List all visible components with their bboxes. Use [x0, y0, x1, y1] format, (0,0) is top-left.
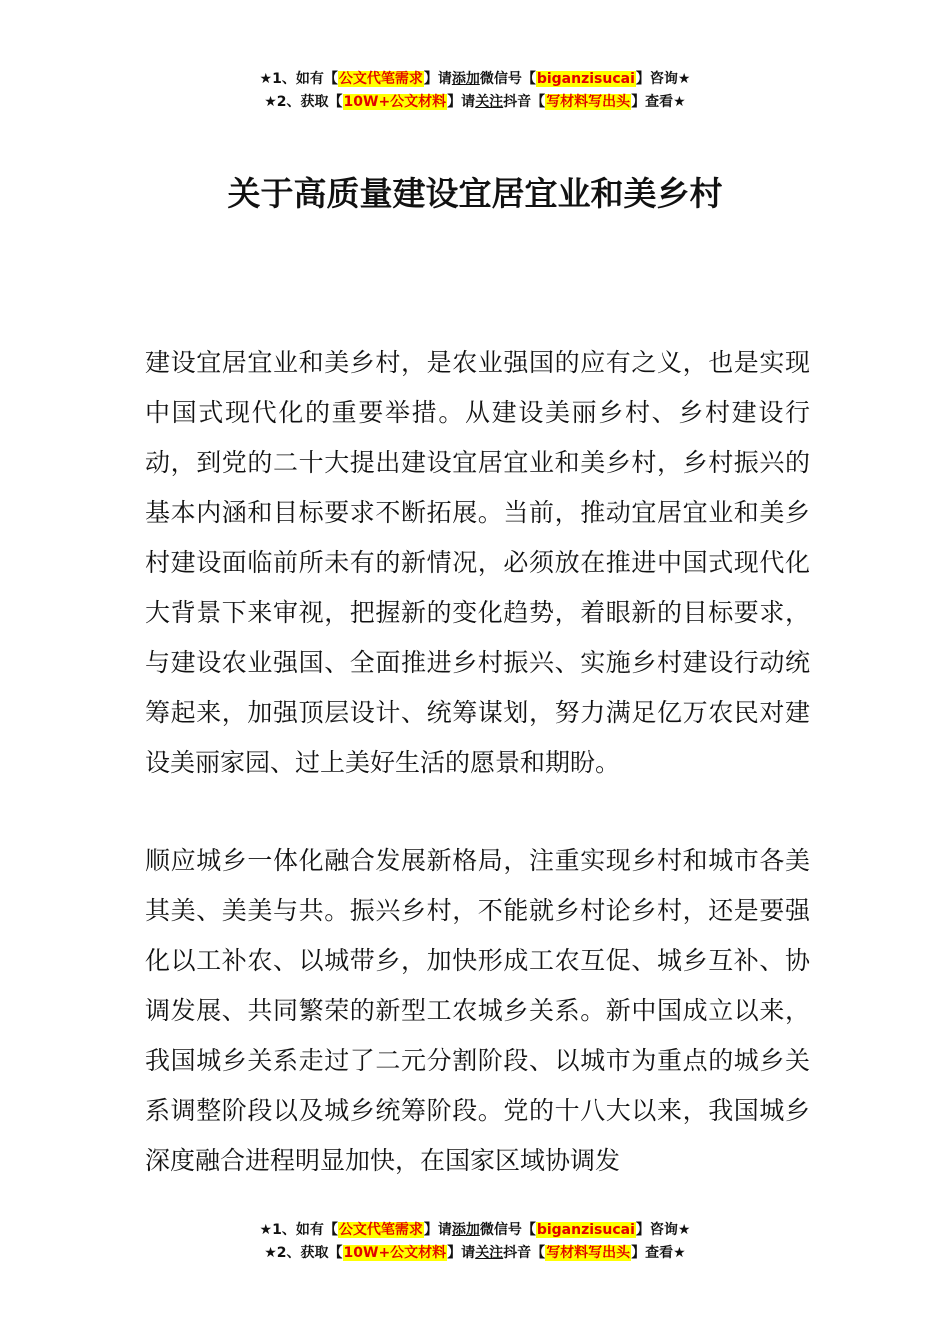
- banner-text: 】查看★: [631, 1245, 686, 1261]
- banner-text: 】咨询★: [635, 1222, 691, 1238]
- banner-underlined: 添加: [451, 1222, 480, 1238]
- banner-line-2: [0, 91, 950, 114]
- banner-text: 微信号【: [479, 71, 536, 87]
- document-title: 关于高质量建设宜居宜业和美乡村: [227, 174, 723, 214]
- banner-underlined: 添加: [451, 71, 480, 87]
- header-banner: [0, 68, 950, 114]
- banner-text: 抖音【: [503, 94, 546, 110]
- banner-text: 】请: [447, 1245, 476, 1261]
- banner-highlight: 10W+公文材料: [343, 1245, 447, 1261]
- banner-text: 】咨询★: [635, 71, 691, 87]
- banner-underlined: 关注: [475, 1245, 504, 1261]
- banner-text: ★2、获取【: [264, 94, 343, 110]
- banner-text: 】请: [423, 71, 452, 87]
- banner-line-1: [0, 68, 950, 91]
- banner-text: ★1、如有【: [259, 1222, 338, 1238]
- banner-text: 】请: [447, 94, 476, 110]
- body-paragraph: 建设宜居宜业和美乡村，是农业强国的应有之义，也是实现中国式现代化的重要举措。从建设美丽乡村、乡村建设行动，到党的二十大提出建设宜居宜业和美乡村，乡村振兴的基本内涵和目标要求不断拓展。当前，推动宜居宜业和美乡村建设面临前所未有的新情况，必须放在推进中国式现代化大背景下来审视，把握新的变化趋势，着眼新的目标要求，与建设农业强国、全面推进乡村振兴、实施乡村建设行动统筹起来，加强顶层设计、统筹谋划，努力满足亿万农民对建设美丽家园、过上美好生活的愿景和期盼。: [145, 348, 810, 777]
- banner-underlined: 关注: [475, 94, 504, 110]
- banner-text: 】查看★: [631, 94, 686, 110]
- body-paragraph: 顺应城乡一体化融合发展新格局，注重实现乡村和城市各美其美、美美与共。振兴乡村，不能就乡村论乡村，还是要强化以工补农、以城带乡，加快形成工农互促、城乡互补、协调发展、共同繁荣的新型工农城乡关系。新中国成立以来，我国城乡关系走过了二元分割阶段、以城市为重点的城乡关系调整阶段以及城乡统筹阶段。党的十八大以来，我国城乡深度融合进程明显加快，在国家区域协调发: [145, 846, 810, 1175]
- banner-text: 抖音【: [503, 1245, 546, 1261]
- banner-highlight: biganzisucai: [536, 71, 635, 87]
- banner-text: ★2、获取【: [264, 1245, 343, 1261]
- banner-highlight: 写材料写出头: [546, 94, 631, 110]
- banner-highlight: 公文代笔需求: [338, 1222, 423, 1238]
- footer-banner: [0, 1219, 950, 1265]
- banner-line-2: [0, 1242, 950, 1265]
- banner-highlight: biganzisucai: [536, 1222, 635, 1238]
- banner-text: 】请: [423, 1222, 452, 1238]
- banner-text: 微信号【: [479, 1222, 536, 1238]
- banner-line-1: [0, 1219, 950, 1242]
- banner-highlight: 公文代笔需求: [338, 71, 423, 87]
- banner-highlight: 10W+公文材料: [343, 94, 447, 110]
- banner-text: ★1、如有【: [259, 71, 338, 87]
- banner-highlight: 写材料写出头: [546, 1245, 631, 1261]
